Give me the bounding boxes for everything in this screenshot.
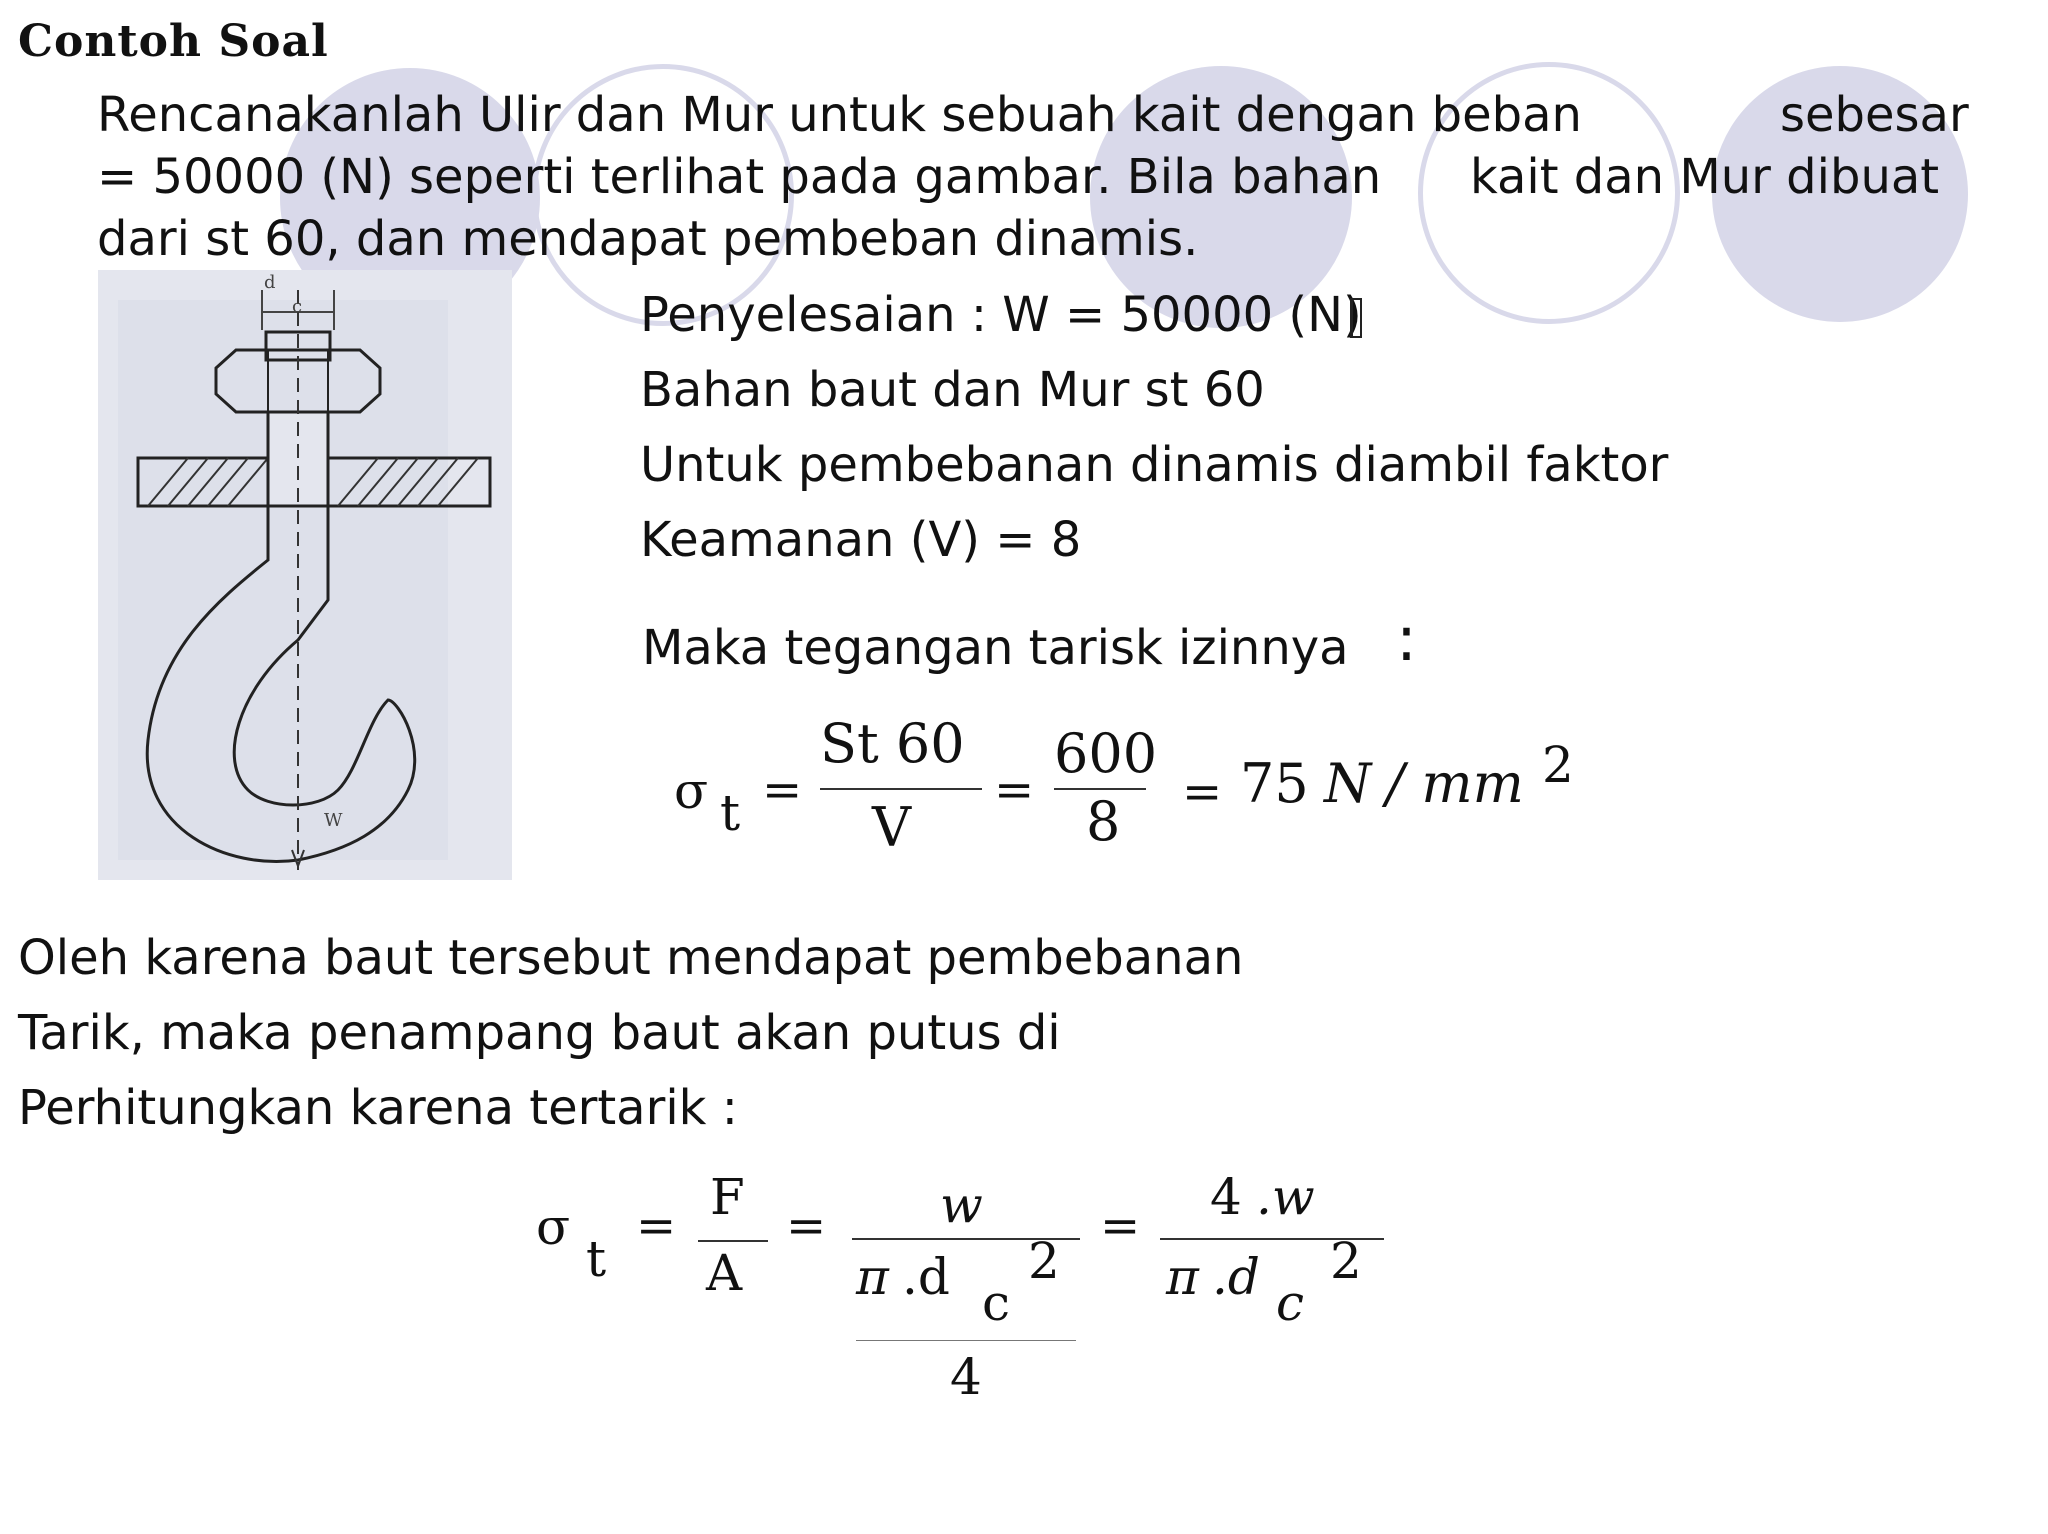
figure-label-c: c	[292, 296, 303, 317]
f1-den-1: V	[872, 796, 911, 859]
solution-line-4: Keamanan (V) = 8	[640, 512, 1082, 568]
f2-frac-line-1	[698, 1240, 768, 1242]
f2-den-3-pi: π	[1166, 1248, 1199, 1306]
formula-allowable-stress	[660, 712, 1580, 862]
f2-den-2-d: .d	[902, 1248, 950, 1306]
f1-unit-mm: / mm	[1386, 752, 1524, 815]
f1-frac-line-1	[820, 788, 982, 790]
explanation-line-3: Perhitungkan karena tertarik :	[18, 1080, 738, 1136]
cursor-icon	[1350, 298, 1362, 338]
f2-eq-2: =	[786, 1198, 827, 1254]
f2-sub-t: t	[586, 1230, 607, 1288]
f2-den-3-sub: c	[1276, 1274, 1305, 1332]
problem-line-2a: = 50000 (N) seperti terlihat pada gambar. Bila bahan	[97, 149, 1382, 205]
f1-exponent: 2	[1542, 736, 1574, 794]
f1-unit-n: N	[1324, 752, 1372, 815]
f1-value: 75	[1240, 752, 1309, 815]
f2-den-3-d: .d	[1212, 1248, 1260, 1306]
hook-figure	[98, 270, 512, 880]
f2-sigma: σ	[536, 1198, 571, 1256]
f1-eq-3: =	[1182, 764, 1223, 820]
f1-eq-1: =	[762, 762, 803, 818]
f1-num-1: St 60	[820, 712, 965, 775]
problem-line-2b: kait dan Mur dibuat	[1470, 149, 1940, 205]
solution-line-2: Bahan baut dan Mur st 60	[640, 362, 1265, 418]
f2-frac-line-3	[856, 1340, 1076, 1341]
f2-den-2-sub: c	[982, 1274, 1011, 1332]
f2-den-2-under: 4	[950, 1348, 982, 1406]
f2-num-3-four: 4	[1210, 1168, 1242, 1226]
solution-line-3: Untuk pembebanan dinamis diambil faktor	[640, 437, 1669, 493]
f1-den-2: 8	[1086, 790, 1121, 853]
f2-num-1: F	[710, 1168, 745, 1226]
problem-line-3: dari st 60, dan mendapat pembeban dinamis.	[97, 211, 1199, 267]
f2-num-2: w	[940, 1176, 983, 1234]
f1-sigma: σ	[674, 762, 709, 820]
f2-eq-3: =	[1100, 1198, 1141, 1254]
figure-label-d: d	[264, 272, 276, 293]
f2-den-3-exp: 2	[1330, 1232, 1362, 1290]
f2-den-2-exp: 2	[1028, 1232, 1060, 1290]
solution-line-5-colon: :	[1396, 602, 1417, 675]
problem-line-1a: Rencanakanlah Ulir dan Mur untuk sebuah kait dengan beban	[97, 87, 1582, 143]
explanation-line-1: Oleh karena baut tersebut mendapat pembebanan	[18, 930, 1244, 986]
f2-eq-1: =	[636, 1198, 677, 1254]
explanation-line-2: Tarik, maka penampang baut akan putus di	[18, 1005, 1061, 1061]
f1-eq-2: =	[994, 762, 1035, 818]
f1-num-2: 600	[1054, 722, 1158, 785]
f2-den-1: A	[706, 1244, 743, 1302]
solution-line-5: Maka tegangan tarisk izinnya	[642, 620, 1349, 676]
slide-title: Contoh Soal	[18, 16, 329, 67]
formula-tensile-stress	[530, 1168, 1410, 1408]
f2-den-2-pi: π	[856, 1248, 889, 1306]
f1-sub-t: t	[720, 784, 741, 842]
f2-num-3-w: .w	[1256, 1168, 1315, 1226]
problem-line-1b: sebesar	[1780, 87, 1969, 143]
figure-label-w: W	[324, 810, 343, 831]
solution-line-1: Penyelesaian : W = 50000 (N)	[640, 287, 1362, 343]
